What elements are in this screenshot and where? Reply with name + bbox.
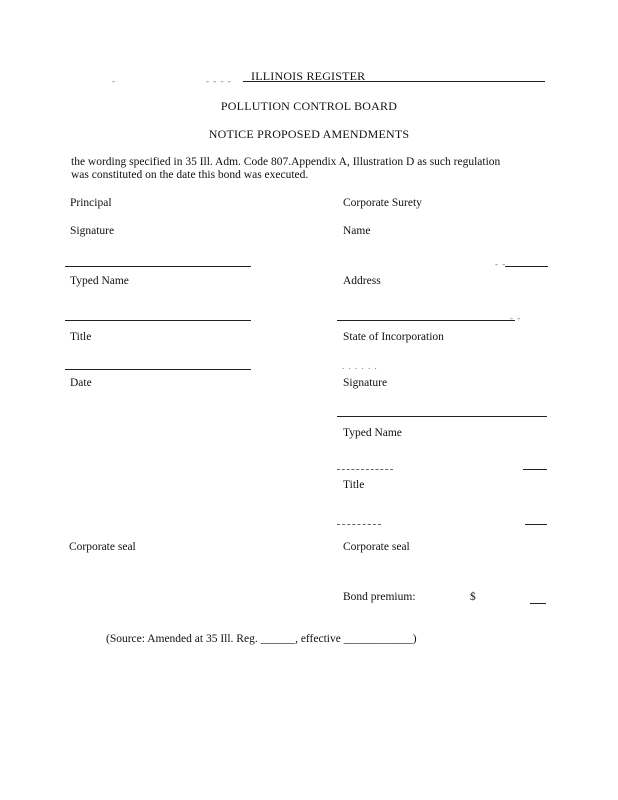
surety-address-mark: - - [510,313,522,323]
header-mark-left: - [112,76,116,86]
surety-name-mark: - - [495,259,507,269]
notice-title: NOTICE PROPOSED AMENDMENTS [208,127,410,141]
surety-signature-line [337,416,547,417]
header-mark-mid: - - - - [206,76,232,86]
principal-title-line [65,369,251,370]
intro-line-2: was constituted on the date this bond was executed. [71,169,309,181]
principal-signature-line [65,266,251,267]
bond-premium-dollar: $ [470,591,476,603]
board-title: POLLUTION CONTROL BOARD [220,99,398,113]
surety-title-label: Title [343,479,365,491]
surety-state-label: State of Incorporation [343,331,444,343]
source-note: (Source: Amended at 35 Ill. Reg. ______, effective ____________) [106,633,417,645]
surety-title-line [525,524,547,525]
intro-line-1: the wording specified in 35 Ill. Adm. Code 807.Appendix A, Illustration D as such regulation [71,156,501,168]
bond-premium-line [530,603,546,604]
principal-corporate-seal-label: Corporate seal [69,541,136,553]
corporate-surety-label: Corporate Surety [343,197,422,209]
surety-title-dash [337,524,381,525]
principal-date-label: Date [70,377,92,389]
surety-signature-label: Signature [343,377,388,389]
principal-typed-name-line [65,320,251,321]
surety-name-line [505,266,548,267]
header-rule [243,81,545,82]
surety-typed-name-label: Typed Name [343,427,402,439]
surety-state-mark: . . . . . . [342,361,378,371]
surety-address-label: Address [343,275,381,287]
bond-premium-label: Bond premium: [343,591,416,603]
principal-label: Principal [70,197,112,209]
register-title: ILLINOIS REGISTER [251,69,366,83]
surety-typed-name-line [523,469,547,470]
surety-corporate-seal-label: Corporate seal [343,541,410,553]
surety-name-label: Name [343,225,371,237]
surety-typed-name-dash [337,469,393,470]
principal-signature-label: Signature [70,225,115,237]
principal-typed-name-label: Typed Name [70,275,129,287]
surety-address-line [337,320,515,321]
principal-title-label: Title [70,331,92,343]
